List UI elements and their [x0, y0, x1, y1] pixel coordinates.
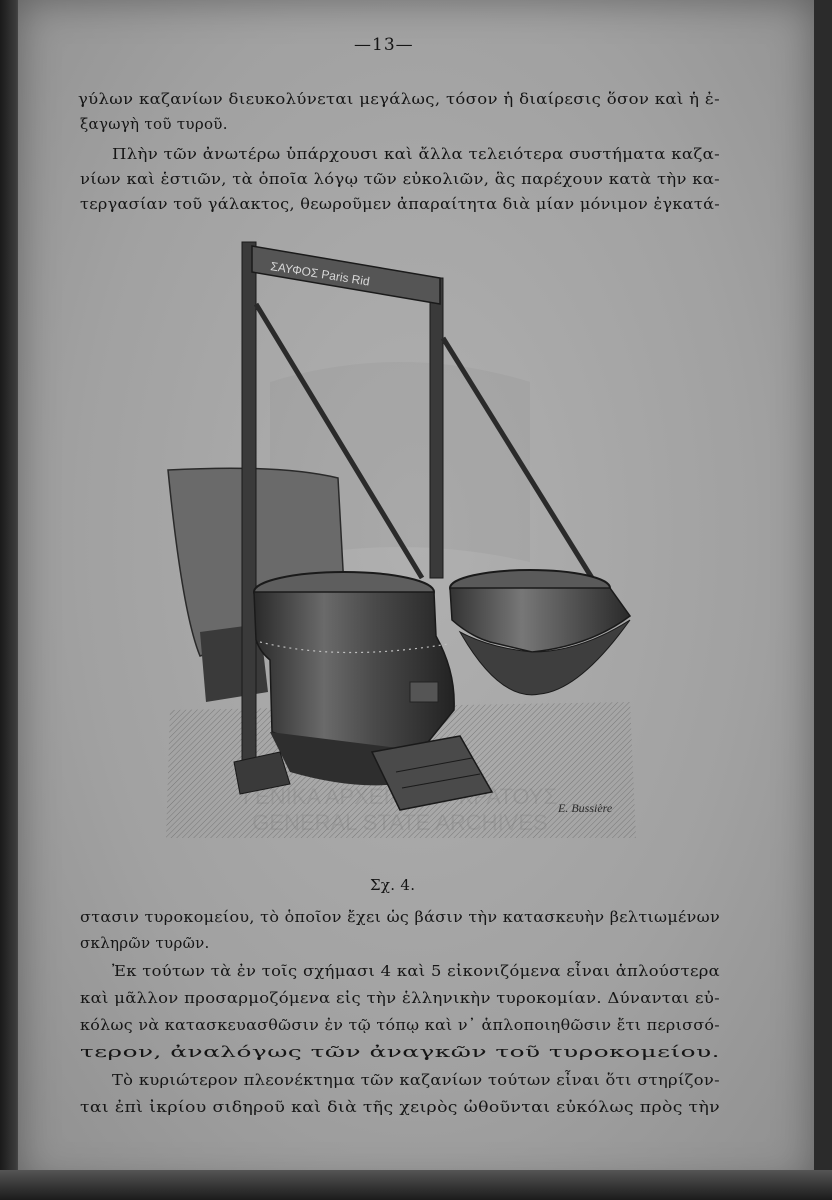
text-line: γύλων καζανίων διευκολύνεται μεγάλως, τόσον ἡ διαίρεσις ὅσον καὶ ἡ ἐ-: [78, 90, 720, 108]
text-line: καὶ μᾶλλον προσαρμοζόμενα εἰς τὴν ἑλληνικὴν τυροκομίαν. Δύνανται εὐ-: [80, 989, 720, 1007]
text-line: στασιν τυροκομείου, τὸ ὁποῖον ἔχει ὡς βάσιν τὴν κατασκευὴν βελτιωμένων: [80, 908, 720, 926]
text-line: Ἐκ τούτων τὰ ἐν τοῖς σχήμασι 4 καὶ 5 εἰκονιζόμενα εἶναι ἁπλούστερα: [112, 962, 720, 980]
page-bottom-shadow: [0, 1170, 832, 1200]
frame-post-left: [242, 242, 256, 782]
large-cauldron-body: [254, 592, 454, 753]
cheese-cauldron-illustration: [160, 232, 640, 844]
text-line: Τὸ κυριώτερον πλεονέκτημα τῶν καζανίων τούτων εἶναι ὅτι στηρίζον-: [112, 1071, 720, 1089]
text-line: κόλως νὰ κατασκευασθῶσιν ἐν τῷ τόπῳ καὶ ν᾽ ἁπλοποιηθῶσιν ἔτι περισσό-: [80, 1016, 720, 1034]
text-line: τεργασίαν τοῦ γάλακτος, θεωροῦμεν ἀπαραίτητα διὰ μίαν μόνιμον ἐγκατά-: [80, 195, 720, 213]
text-line: ξαγωγὴ τοῦ τυροῦ.: [80, 115, 228, 133]
frame-post-right: [430, 278, 443, 578]
text-line: σκληρῶν τυρῶν.: [80, 934, 210, 952]
text-line: νίων καὶ ἑστιῶν, τὰ ὁποῖα λόγῳ τῶν εὐκολιῶν, ἃς παρέχουν κατὰ τὴν κα-: [80, 170, 720, 188]
page-number: —13—: [354, 35, 414, 55]
name-plate: [410, 682, 438, 702]
figure-caption: Σχ. 4.: [370, 876, 416, 894]
engraver-signature: E. Bussière: [558, 801, 613, 815]
text-line: τερον, ἀναλόγως τῶν ἀναγκῶν τοῦ τυροκομείου.: [80, 1043, 720, 1061]
text-line: Πλὴν τῶν ἀνωτέρω ὑπάρχουσι καὶ ἄλλα τελειότερα συστήματα καζα-: [112, 145, 721, 163]
banner-maker-text: ΣΑΥΦΟΣ Paris Rid: [269, 259, 371, 289]
text-line: ται ἐπὶ ἰκρίου σιδηροῦ καὶ διὰ τῆς χειρὸς ὠθοῦνται εὐκόλως πρὸς τὴν: [80, 1098, 720, 1116]
